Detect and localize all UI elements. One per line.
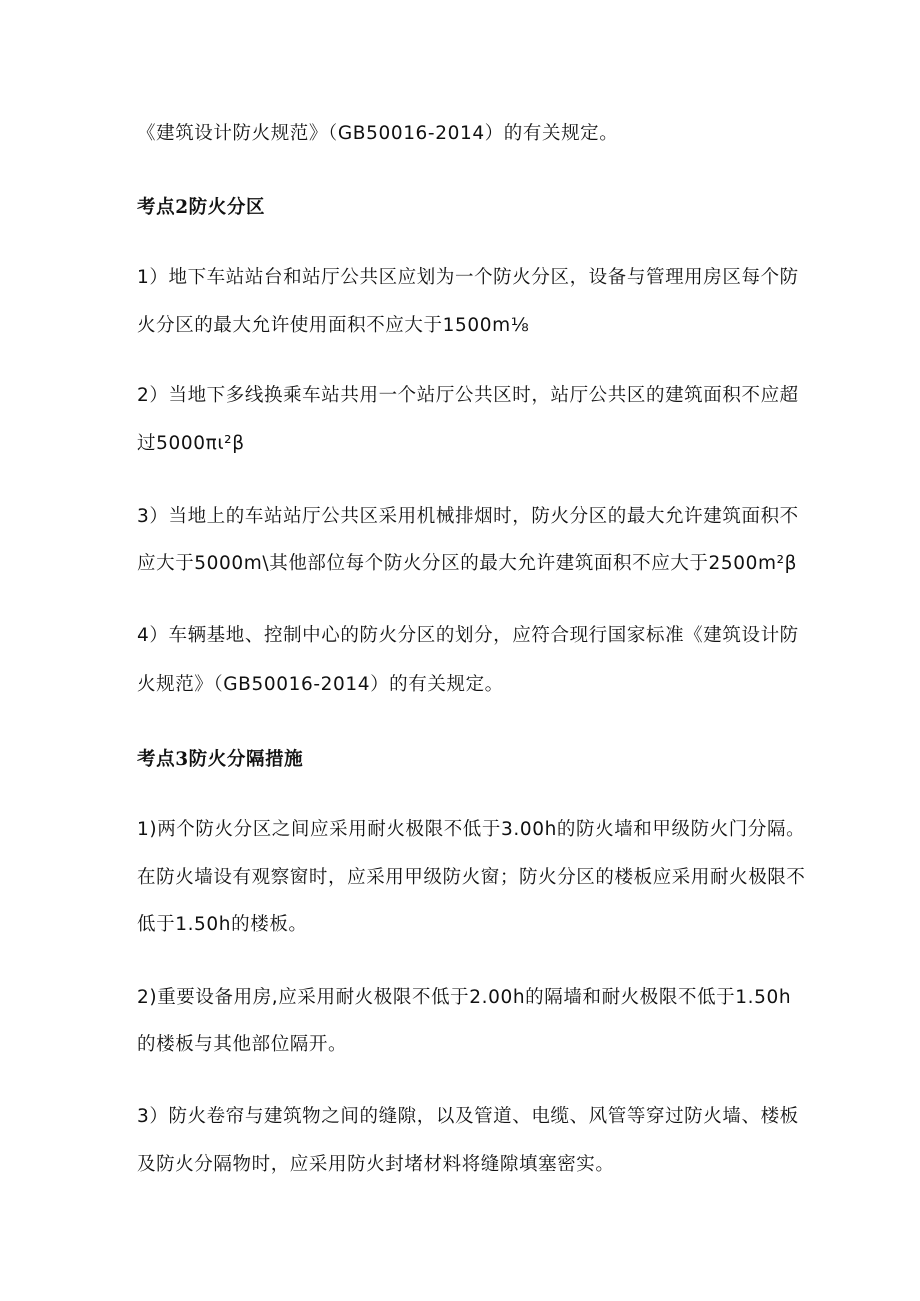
paragraph-line: 火分区的最大允许使用面积不应大于1500m⅛	[137, 315, 530, 336]
paragraph-line: 3）防火卷帘与建筑物之间的缝隙，以及管道、电缆、风管等穿过防火墙、楼板	[137, 1106, 799, 1127]
paragraph-line: 过5000πι²β	[137, 433, 245, 454]
paragraph-line: 《建筑设计防火规范》（GB50016-2014）的有关规定。	[137, 123, 619, 144]
paragraph-line: 在防火墙设有观察窗时，应采用甲级防火窗；防火分区的楼板应采用耐火极限不	[137, 867, 806, 888]
paragraph-line: 4）车辆基地、控制中心的防火分区的划分，应符合现行国家标准《建筑设计防	[137, 625, 799, 646]
paragraph-line: 火规范》（GB50016-2014）的有关规定。	[137, 674, 504, 695]
paragraph-line: 低于1.50h的楼板。	[137, 914, 308, 935]
paragraph-line: 2)重要设备用房,应采用耐火极限不低于2.00h的隔墙和耐火极限不低于1.50h	[137, 987, 792, 1008]
paragraph-line: 1）地下车站站台和站厅公共区应划为一个防火分区，设备与管理用房区每个防	[137, 267, 799, 288]
section-heading: 考点2防火分区	[137, 197, 266, 218]
paragraph-line: 2）当地下多线换乘车站共用一个站厅公共区时，站厅公共区的建筑面积不应超	[137, 385, 799, 406]
paragraph-line: 应大于5000m\其他部位每个防火分区的最大允许建筑面积不应大于2500m²β	[137, 553, 798, 574]
paragraph-line: 及防火分隔物时，应采用防火封堵材料将缝隙填塞密实。	[137, 1154, 615, 1175]
paragraph-line: 1)两个防火分区之间应采用耐火极限不低于3.00h的防火墙和甲级防火门分隔。	[137, 819, 806, 840]
paragraph-line: 3）当地上的车站站厅公共区采用机械排烟时，防火分区的最大允许建筑面积不	[137, 506, 799, 527]
section-heading: 考点3防火分隔措施	[137, 749, 304, 770]
paragraph-line: 的楼板与其他部位隔开。	[137, 1034, 348, 1055]
